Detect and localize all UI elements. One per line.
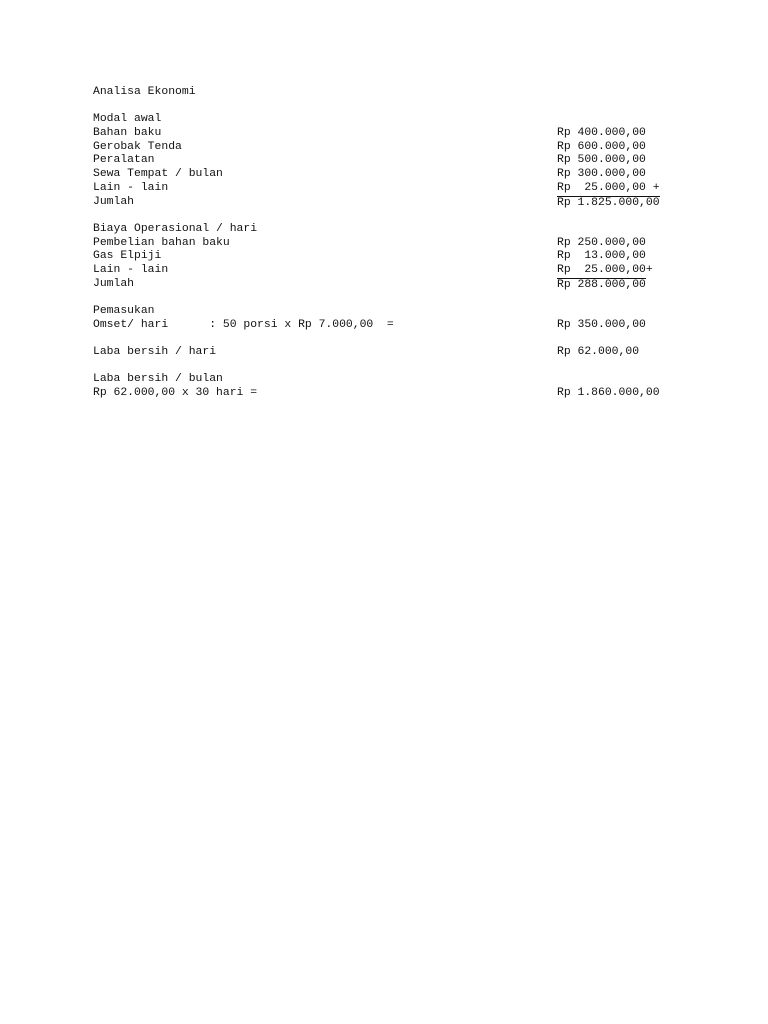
biaya-operasional-total-row <box>93 278 683 292</box>
biaya-operasional-total-label: Jumlah <box>93 277 135 290</box>
laba-bulan-calc-label: Rp 62.000,00 x 30 hari = <box>93 387 258 400</box>
modal-awal-item-label: Bahan baku <box>93 127 162 140</box>
pemasukan-heading-row <box>93 305 683 319</box>
biaya-operasional-row <box>93 237 683 251</box>
laba-bulan-heading: Laba bersih / bulan <box>93 373 223 386</box>
modal-awal-heading: Modal awal <box>93 113 162 126</box>
modal-awal-row <box>93 182 683 196</box>
omset-amount: Rp 350.000,00 <box>557 318 646 331</box>
omset-row <box>93 319 683 333</box>
pemasukan-heading: Pemasukan <box>93 305 155 317</box>
spacer <box>93 291 683 305</box>
biaya-operasional-item-amount: Rp 13.000,00 <box>557 250 646 263</box>
modal-awal-row <box>93 154 683 168</box>
document-page <box>93 86 683 401</box>
biaya-operasional-item-amount: Rp 250.000,00 <box>557 236 646 249</box>
document-title-row <box>93 86 683 100</box>
modal-awal-item-amount: Rp 400.000,00 <box>557 127 646 140</box>
modal-awal-item-amount: Rp 25.000,00 + <box>557 181 660 194</box>
biaya-operasional-item-label: Pembelian bahan baku <box>93 236 230 249</box>
spacer <box>93 360 683 374</box>
spacer <box>93 209 683 223</box>
modal-awal-total-row <box>93 196 683 210</box>
biaya-operasional-row <box>93 264 683 278</box>
laba-hari-amount: Rp 62.000,00 <box>557 346 640 359</box>
spacer <box>93 100 683 114</box>
biaya-operasional-row <box>93 250 683 264</box>
modal-awal-item-amount: Rp 300.000,00 <box>557 168 646 181</box>
biaya-operasional-item-label: Gas Elpiji <box>93 250 162 263</box>
modal-awal-row <box>93 141 683 155</box>
omset-label: Omset/ hari : 50 porsi x Rp 7.000,00 = <box>93 318 394 331</box>
modal-awal-heading-row <box>93 113 683 127</box>
laba-bulan-heading-row <box>93 373 683 387</box>
modal-awal-total-label: Jumlah <box>93 195 135 208</box>
biaya-operasional-total-amount: Rp 288.000,00 <box>557 278 646 291</box>
biaya-operasional-item-label: Lain - lain <box>93 263 169 276</box>
spacer <box>93 332 683 346</box>
document-title: Analisa Ekonomi <box>93 86 196 98</box>
laba-bulan-amount: Rp 1.860.000,00 <box>557 387 660 400</box>
modal-awal-item-amount: Rp 600.000,00 <box>557 140 646 153</box>
biaya-operasional-heading: Biaya Operasional / hari <box>93 222 258 235</box>
laba-hari-label: Laba bersih / hari <box>93 346 217 359</box>
modal-awal-row <box>93 168 683 182</box>
laba-bulan-row <box>93 387 683 401</box>
modal-awal-item-label: Peralatan <box>93 154 155 167</box>
modal-awal-item-amount: Rp 500.000,00 <box>557 154 646 167</box>
modal-awal-item-label: Lain - lain <box>93 181 169 194</box>
modal-awal-row <box>93 127 683 141</box>
modal-awal-item-label: Gerobak Tenda <box>93 140 182 153</box>
modal-awal-item-label: Sewa Tempat / bulan <box>93 168 223 181</box>
modal-awal-total-amount: Rp 1.825.000,00 <box>557 196 660 209</box>
laba-hari-row <box>93 346 683 360</box>
biaya-operasional-heading-row <box>93 223 683 237</box>
biaya-operasional-item-amount: Rp 25.000,00+ <box>557 263 653 276</box>
